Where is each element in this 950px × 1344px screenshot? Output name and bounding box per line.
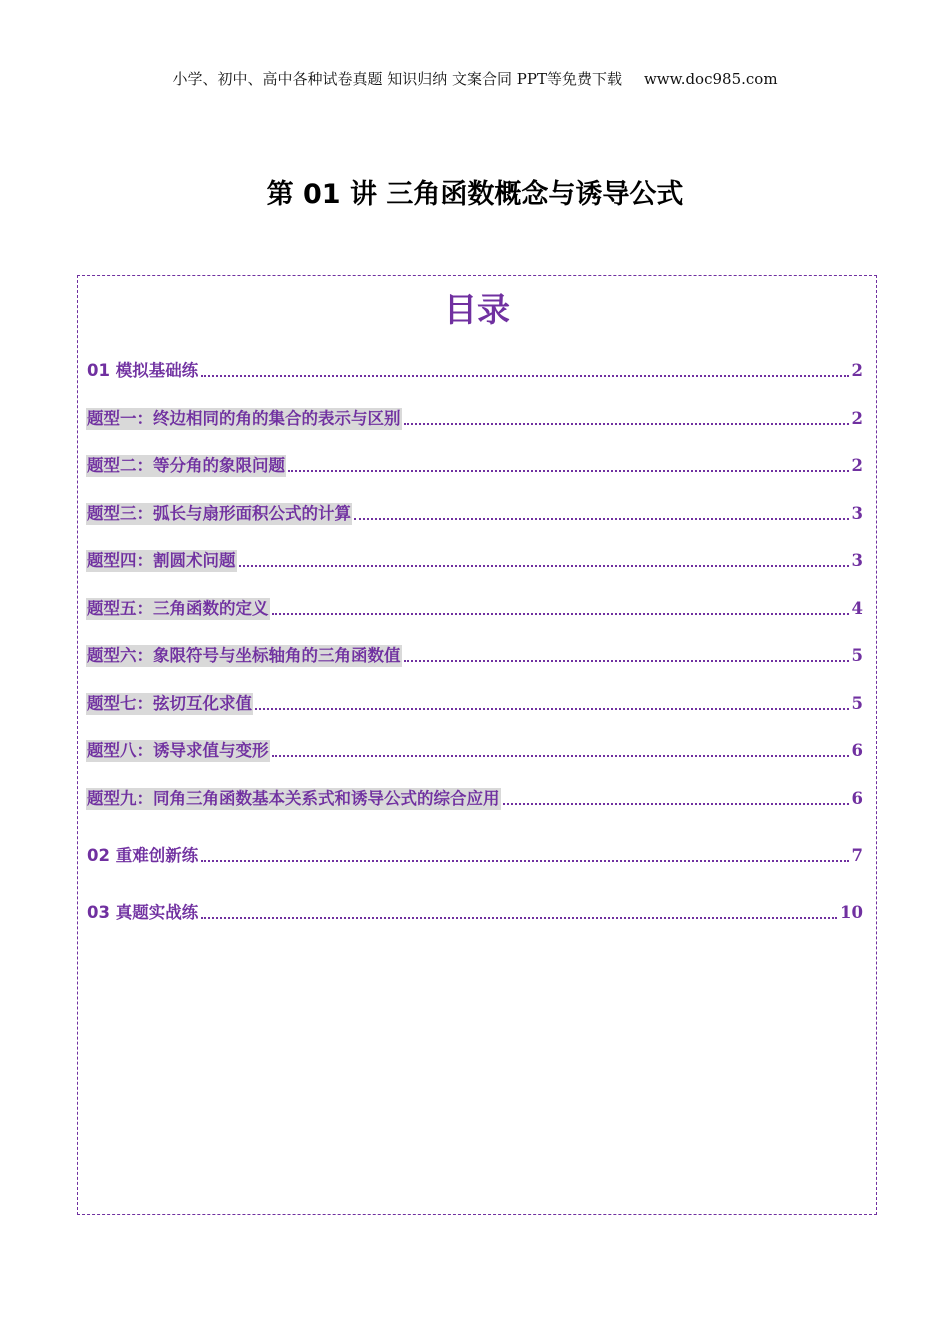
toc-entry-section-03[interactable] (86, 898, 863, 924)
toc-entry-label: 题型六：象限符号与坐标轴角的三角函数值 (87, 646, 401, 665)
table-of-contents (77, 275, 877, 1215)
document-title: 第 01 讲 三角函数概念与诱导公式 (266, 179, 684, 210)
toc-entry-page: 6 (851, 789, 863, 808)
toc-leader-dots (201, 917, 837, 919)
toc-entry-label: 02 重难创新练 (87, 846, 199, 865)
toc-entry-page: 5 (851, 694, 863, 713)
toc-heading: 目录 (444, 290, 510, 329)
toc-entry-label: 题型四：割圆术问题 (87, 551, 236, 570)
toc-entry-label: 题型七：弦切互化求值 (87, 694, 252, 713)
toc-leader-dots (354, 518, 849, 520)
toc-entry-type-4[interactable] (86, 546, 863, 572)
toc-leader-dots (272, 613, 849, 615)
toc-entry-page: 6 (851, 741, 863, 760)
toc-leader-dots (404, 660, 849, 662)
toc-leader-dots (201, 860, 848, 862)
toc-entry-type-3[interactable] (86, 499, 863, 525)
toc-entry-type-7[interactable] (86, 689, 863, 715)
toc-entry-type-8[interactable] (86, 736, 863, 762)
toc-entry-label: 题型九：同角三角函数基本关系式和诱导公式的综合应用 (87, 789, 500, 808)
toc-leader-dots (255, 708, 849, 710)
toc-entry-page: 2 (851, 409, 863, 428)
toc-entry-label: 题型二：等分角的象限问题 (87, 456, 285, 475)
toc-entry-label: 03 真题实战练 (87, 903, 199, 922)
toc-entry-page: 2 (851, 456, 863, 475)
toc-entry-page: 4 (851, 599, 863, 618)
toc-entry-type-9[interactable] (86, 784, 863, 810)
toc-entry-type-1[interactable] (86, 404, 863, 430)
toc-entry-page: 3 (851, 551, 863, 570)
toc-entry-label: 题型八：诱导求值与变形 (87, 741, 269, 760)
toc-leader-dots (288, 470, 849, 472)
toc-entry-label: 题型三：弧长与扇形面积公式的计算 (87, 504, 351, 523)
toc-entry-label: 题型五：三角函数的定义 (87, 599, 269, 618)
toc-leader-dots (239, 565, 849, 567)
toc-leader-dots (404, 423, 849, 425)
toc-entry-type-6[interactable] (86, 641, 863, 667)
toc-entry-type-2[interactable] (86, 451, 863, 477)
toc-leader-dots (272, 755, 849, 757)
toc-entry-type-5[interactable] (86, 594, 863, 620)
toc-leader-dots (503, 803, 849, 805)
toc-entry-page: 7 (851, 846, 863, 865)
toc-leader-dots (201, 375, 848, 377)
header-tagline: 小学、初中、高中各种试卷真题 知识归纳 文案合同 PPT等免费下载 (172, 70, 622, 88)
toc-entry-page: 3 (851, 504, 863, 523)
page-header (0, 68, 950, 89)
toc-entry-label: 题型一：终边相同的角的集合的表示与区别 (87, 409, 401, 428)
toc-entry-label: 01 模拟基础练 (87, 361, 199, 380)
toc-entry-page: 2 (851, 361, 863, 380)
toc-entry-page: 10 (840, 903, 863, 922)
header-site-link[interactable]: www.doc985.com (643, 70, 778, 88)
toc-entry-section-02[interactable] (86, 841, 863, 867)
toc-entry-page: 5 (851, 646, 863, 665)
toc-entry-section-01[interactable] (86, 356, 863, 382)
